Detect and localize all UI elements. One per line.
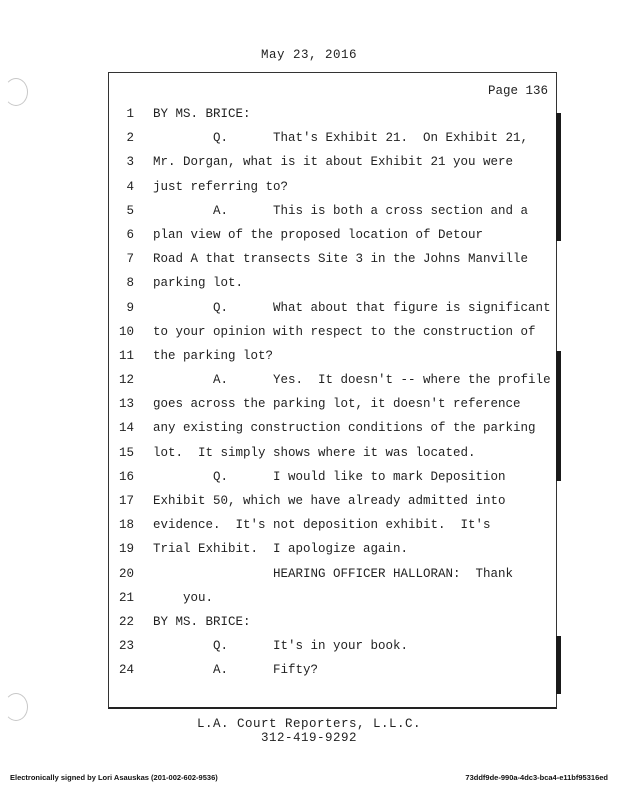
line-number: 13 [118, 397, 134, 412]
line-number: 1 [126, 107, 134, 121]
line-number: 12 [118, 373, 134, 388]
transcript-line: A. Fifty? [153, 663, 319, 678]
transcript-line: goes across the parking lot, it doesn't reference [153, 397, 521, 412]
line-number: 2 [126, 131, 134, 146]
line-number: 5 [126, 203, 134, 218]
court-reporter-phone: 312-419-9292 [260, 731, 357, 745]
line-number: 23 [118, 639, 134, 654]
line-number: 14 [118, 421, 134, 436]
line-number: 19 [118, 542, 134, 557]
transcript-line: HEARING OFFICER HALLORAN: Thank [153, 566, 514, 581]
transcript-line: Q. I would like to mark Deposition [153, 469, 506, 484]
page-number: Page 136 [487, 84, 548, 98]
transcript-line: Q. It's in your book. [153, 639, 409, 654]
line-number: 4 [126, 179, 134, 194]
transcript-line: Mr. Dorgan, what is it about Exhibit 21 you were [153, 155, 514, 170]
line-number: 8 [126, 276, 134, 291]
line-number: 15 [118, 445, 134, 460]
line-number: 9 [126, 300, 134, 315]
transcript-line: Q. That's Exhibit 21. On Exhibit 21, [153, 131, 529, 146]
line-number: 11 [118, 348, 134, 363]
line-number: 3 [126, 155, 134, 170]
transcript-line: A. Yes. It doesn't -- where the profile [153, 373, 551, 388]
line-number: 6 [126, 227, 134, 242]
binder-hole-top [4, 78, 28, 106]
transcript-line: Road A that transects Site 3 in the Johns Manville [153, 252, 529, 267]
line-number: 17 [118, 494, 134, 508]
transcript-line: plan view of the proposed location of Detour [153, 227, 484, 242]
transcript-line: any existing construction conditions of the parking [153, 421, 536, 436]
line-number: 18 [118, 518, 134, 533]
line-number: 10 [118, 324, 134, 339]
transcript-line: BY MS. BRICE: [153, 107, 251, 121]
transcript-line: to your opinion with respect to the construction of [153, 324, 536, 339]
header-date: May 23, 2016 [260, 48, 357, 62]
line-number: 22 [118, 614, 134, 629]
transcript-line: lot. It simply shows where it was located. [153, 445, 476, 460]
transcript-line: Exhibit 50, which we have already admitted into [153, 494, 506, 508]
transcript-line: BY MS. BRICE: [153, 614, 251, 629]
court-reporter-name: L.A. Court Reporters, L.L.C. [196, 717, 422, 731]
change-bar [556, 113, 561, 241]
document-id: 73ddf9de-990a-4dc3-bca4-e11bf95316ed [465, 773, 608, 782]
line-number: 16 [118, 469, 134, 484]
line-number: 20 [118, 566, 134, 581]
change-bar [556, 351, 561, 481]
transcript-line: Trial Exhibit. I apologize again. [153, 542, 409, 557]
transcript-line: just referring to? [153, 179, 289, 194]
transcript-line: Q. What about that figure is significant [153, 300, 551, 315]
transcript-line: evidence. It's not deposition exhibit. It's [153, 518, 491, 533]
line-number: 7 [126, 252, 134, 267]
line-number: 24 [118, 663, 134, 678]
transcript-line: A. This is both a cross section and a [153, 203, 529, 218]
transcript-line: the parking lot? [153, 348, 274, 363]
transcript-text [153, 106, 551, 687]
line-number: 21 [118, 590, 134, 605]
line-number-column [106, 106, 134, 687]
transcript-line: parking lot. [153, 276, 244, 291]
transcript-line: you. [153, 590, 214, 605]
electronic-signature: Electronically signed by Lori Asauskas (201-002-602-9536) [10, 773, 218, 782]
change-bar [556, 636, 561, 694]
